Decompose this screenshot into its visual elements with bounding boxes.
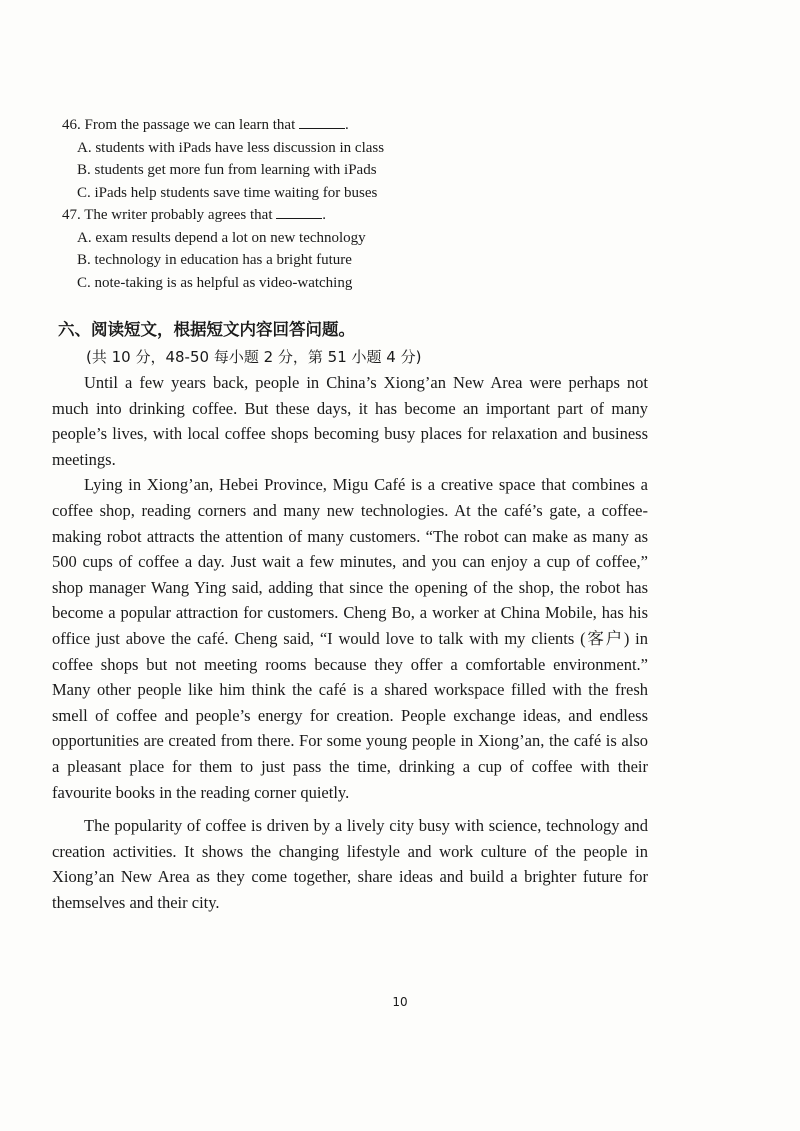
passage-paragraph: Lying in Xiong’an, Hebei Province, Migu Café is a creative space that combines a coffee shop, reading corners and many new technologies. At the café’s gate, a coffee-making robot attracts the attention of many customers. “The robot can make as many as 500 cups of coffee a day. Just wait a few minutes, and you can enjoy a cup of coffee,” shop manager Wang Ying said, adding that since the opening of the shop, the robot has become a popular attraction for customers. Cheng Bo, a worker at China Mobile, has his office just above the café. Cheng said, “I would love to talk with my clients (客户) in coffee shops but not meeting rooms because they offer a comfortable environment.” Many other people like him think the café is a shared workspace filled with the fresh smell of coffee and people’s energy for creation. People exchange ideas, and endless opportunities are created from there. For some young people in Xiong’an, the café is also a pleasant place for them to just pass the time, drinking a cup of coffee with their favourite books in the reading corner quietly. — [52, 475, 648, 802]
question-47-end: . — [322, 207, 326, 223]
answer-blank — [276, 205, 322, 219]
section-heading: 六、阅读短文，根据短文内容回答问题。 — [58, 320, 355, 339]
section-scoring-note: (共 10 分，48-50 每小题 2 分，第 51 小题 4 分) — [86, 348, 422, 366]
question-47-text: 47. The writer probably agrees that — [62, 207, 273, 223]
question-46-option-a: A. students with iPads have less discussion in class — [77, 139, 385, 156]
question-47-stem — [62, 204, 482, 227]
question-46-end: . — [345, 117, 349, 133]
passage-paragraph: The popularity of coffee is driven by a lively city busy with science, technology and creation activities. It shows the changing lifestyle and work culture of the people in Xiong’an New Area as they come together, share ideas and build a brighter future for themselves and their city. — [52, 816, 648, 912]
question-47-option-c: C. note-taking is as helpful as video-watching — [77, 274, 353, 291]
reading-passage — [52, 370, 648, 915]
question-46-option-b: B. students get more fun from learning with iPads — [77, 162, 377, 178]
page-number: 10 — [392, 995, 408, 1009]
question-47-option-b: B. technology in education has a bright future — [77, 252, 352, 268]
passage-paragraph: Until a few years back, people in China’s Xiong’an New Area were perhaps not much into drinking coffee. But these days, it has become an important part of many people’s lives, with local coffee shops becoming busy places for relaxation and business meetings. — [52, 373, 648, 469]
question-46-option-c: C. iPads help students save time waiting for buses — [77, 184, 378, 201]
question-46-stem — [62, 114, 482, 137]
answer-blank — [299, 115, 345, 129]
question-46-text: 46. From the passage we can learn that — [62, 117, 296, 133]
multiple-choice-questions — [62, 114, 482, 294]
question-47-option-a: A. exam results depend a lot on new technology — [77, 229, 366, 246]
